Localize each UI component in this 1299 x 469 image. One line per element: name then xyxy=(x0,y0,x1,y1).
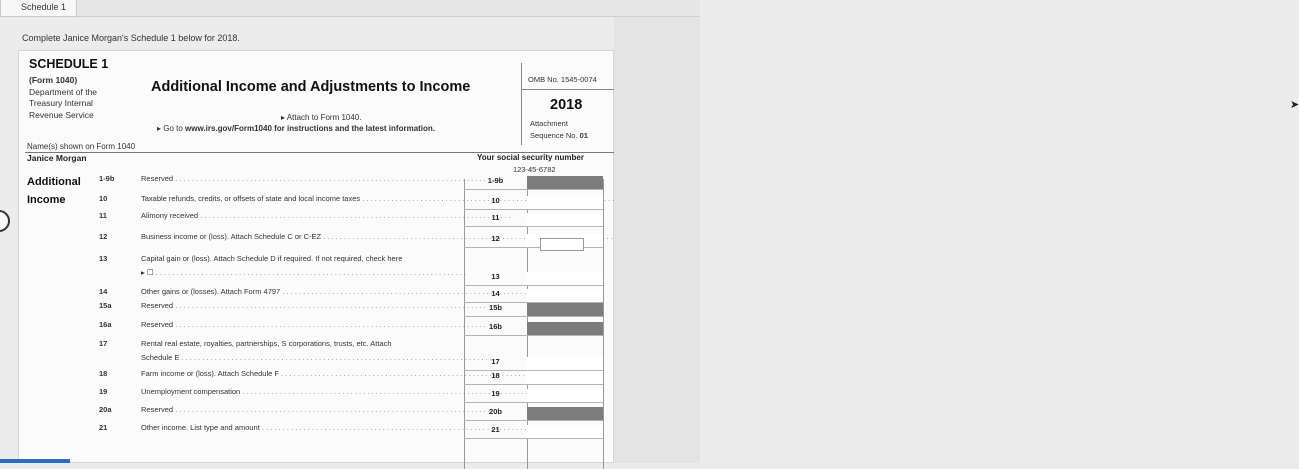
line-box-label: 15b xyxy=(464,303,527,317)
tax-year: 2018 xyxy=(550,97,583,113)
tab-bar xyxy=(0,0,700,17)
line-number: 18 xyxy=(99,369,108,378)
line-description: Alimony received . . . xyxy=(141,211,459,220)
amount-cell[interactable] xyxy=(527,289,603,303)
line-box-label: 14 xyxy=(464,289,527,303)
amount-cell[interactable] xyxy=(527,425,603,439)
line-box-label: 18 xyxy=(464,371,527,385)
schedule-title: SCHEDULE 1 xyxy=(29,57,109,71)
line-number: 16a xyxy=(99,320,112,329)
line-number: 11 xyxy=(99,211,107,220)
amount-cell[interactable] xyxy=(527,389,603,403)
line-number: 19 xyxy=(99,387,108,396)
line-description: Reserved . . . xyxy=(141,174,459,183)
amount-cell[interactable] xyxy=(527,213,603,227)
dept-line-3: Revenue Service xyxy=(29,109,94,120)
shaded-amount-cell xyxy=(527,322,603,336)
form-main-title: Additional Income and Adjustments to Income xyxy=(151,79,471,95)
section-label-line-2: Income xyxy=(27,194,66,206)
line-number: 10 xyxy=(99,194,108,203)
shaded-amount-cell xyxy=(527,407,603,421)
line-box-label: 16b xyxy=(464,322,527,336)
names-label: Name(s) shown on Form 1040 xyxy=(27,142,136,151)
line-description: Other gains or (losses). Attach Form 4797 . . . xyxy=(141,287,459,296)
cursor-icon: ➤ xyxy=(1290,99,1299,111)
line-description: Capital gain or (loss). Attach Schedule D if required. If not required, check here xyxy=(141,254,403,263)
line-12-amount-input[interactable] xyxy=(540,238,584,251)
line-box-label: 21 xyxy=(464,425,527,439)
tab-schedule-1[interactable]: Schedule 1 xyxy=(0,0,77,17)
line-number: 13 xyxy=(99,254,108,263)
line-number: 12 xyxy=(99,232,108,241)
line-box-label: 12 xyxy=(464,234,527,248)
omb-box xyxy=(521,63,614,145)
line-description-cont[interactable]: ▸ ☐ . . . xyxy=(141,268,459,277)
sequence-number xyxy=(530,131,588,140)
line-box-label: 13 xyxy=(464,272,527,286)
line-box-label: 19 xyxy=(464,389,527,403)
attach-note: ▸ Attach to Form 1040. xyxy=(281,113,362,122)
line-description: Reserved . . . xyxy=(141,405,459,414)
line-box-label: 11 xyxy=(464,213,527,227)
amount-cell[interactable] xyxy=(527,196,603,210)
line-number: 1-9b xyxy=(99,174,115,183)
section-label xyxy=(27,173,81,209)
line-description: Taxable refunds, credits, or offsets of state and local income taxes . . . xyxy=(141,194,459,203)
ssn-value: 123-45-6782 xyxy=(513,165,556,174)
dept-line-1: Department of the xyxy=(29,86,98,97)
line-description: Reserved . . . xyxy=(141,301,459,310)
sequence-label: Sequence No. xyxy=(530,131,578,140)
line-number: 21 xyxy=(99,423,108,432)
previous-page-button[interactable] xyxy=(0,210,10,232)
goto-note xyxy=(157,124,435,133)
line-description-cont: Schedule E . . . xyxy=(141,353,459,362)
shaded-amount-cell xyxy=(527,303,603,317)
sequence-value: 01 xyxy=(579,131,588,140)
line-number: 14 xyxy=(99,287,108,296)
line-box-label: 1-9b xyxy=(464,176,527,190)
attachment-label: Attachment xyxy=(530,119,568,128)
line-description: Farm income or (loss). Attach Schedule F . . . xyxy=(141,369,459,378)
line-box-label: 10 xyxy=(464,196,527,210)
line-description: Unemployment compensation . . . xyxy=(141,387,459,396)
schedule-1-form xyxy=(18,50,614,463)
line-number: 20a xyxy=(99,405,112,414)
form-ref: (Form 1040) xyxy=(29,75,78,85)
line-box-label: 20b xyxy=(464,407,527,421)
irs-link[interactable]: www.irs.gov/Form1040 xyxy=(185,124,272,133)
right-panel xyxy=(614,17,1299,463)
ssn-label: Your social security number xyxy=(477,153,584,162)
schedule-meta xyxy=(29,75,97,121)
omb-divider xyxy=(522,89,615,90)
instructions-text: Complete Janice Morgan's Schedule 1 below for 2018. xyxy=(22,33,240,43)
goto-suffix: for instructions and the latest information. xyxy=(274,124,436,133)
goto-prefix: ▸ Go to xyxy=(157,124,183,133)
line-description: Other income. List type and amount . . . xyxy=(141,423,459,432)
line-number: 17 xyxy=(99,339,108,348)
line-number: 15a xyxy=(99,301,112,310)
line-description: Rental real estate, royalties, partnerships, S corporations, trusts, etc. Attach xyxy=(141,339,392,348)
line-description: Reserved . . . xyxy=(141,320,459,329)
shaded-amount-cell xyxy=(527,176,603,190)
line-box-label: 17 xyxy=(464,357,527,371)
line-description: Business income or (loss). Attach Schedule C or C-EZ . . . xyxy=(141,232,459,241)
form-right-border xyxy=(603,179,604,469)
taxpayer-name: Janice Morgan xyxy=(27,153,87,163)
omb-number: OMB No. 1545-0074 xyxy=(528,75,597,84)
amount-cell[interactable] xyxy=(527,272,603,286)
section-label-line-1: Additional xyxy=(27,176,81,188)
dept-line-2: Treasury Internal xyxy=(29,98,93,108)
progress-indicator xyxy=(0,459,70,463)
amount-cell[interactable] xyxy=(527,371,603,385)
